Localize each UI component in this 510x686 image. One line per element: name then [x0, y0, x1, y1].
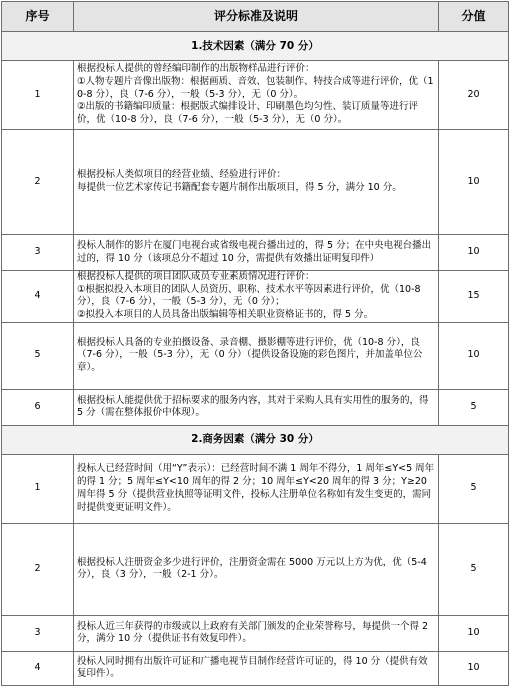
header-score: 分值 — [439, 2, 509, 32]
row-criteria — [74, 235, 439, 271]
row-number: 1 — [2, 61, 74, 130]
criteria-line: 投标人同时拥有出版许可证和广播电视节目制作经营许可证的，得 10 分（提供有效复印件）。 — [77, 655, 428, 680]
row-number: 2 — [2, 523, 74, 615]
criteria-line: ①人物专题片音像出版物：根据画质、音效、包装制作、特技合成等进行评价，优（10-8 分），良（7-6 分），一般（5-3 分），无（0 分）。 — [77, 75, 434, 100]
criteria-line: 根据投标人提供的项目团队成员专业素质情况进行评价： — [77, 271, 315, 282]
criteria-line: ②出版的书籍编印质量：根据版式编排设计、印刷墨色均匀性、装订质量等进行评价，优（10-8 分），良（7-6 分），一般（5-3 分），无（0 分）。 — [77, 101, 419, 126]
row-score: 5 — [439, 389, 509, 425]
table-row — [2, 615, 509, 651]
table-row — [2, 130, 509, 235]
criteria-line: 根据投标人提供的曾经编印制作的出版物样品进行评价： — [77, 63, 315, 75]
row-number: 2 — [2, 130, 74, 235]
table-row — [2, 235, 509, 271]
table-row — [2, 454, 509, 523]
criteria-line: 投标人近三年获得的市级或以上政府有关部门颁发的企业荣誉称号，每提供一个得 2 分，满分 10 分（提供证书有效复印件）。 — [77, 620, 429, 645]
row-score: 10 — [439, 235, 509, 271]
scoring-table — [1, 1, 509, 686]
table-row — [2, 651, 509, 685]
row-score: 5 — [439, 454, 509, 523]
row-criteria — [74, 271, 439, 323]
row-number: 6 — [2, 389, 74, 425]
table-row — [2, 271, 509, 323]
row-criteria — [74, 389, 439, 425]
row-number: 3 — [2, 235, 74, 271]
row-number: 1 — [2, 454, 74, 523]
section-row — [2, 32, 509, 61]
row-criteria — [74, 615, 439, 651]
row-score: 10 — [439, 322, 509, 389]
criteria-line: 根据投标人能提供优于招标要求的服务内容，其对于采购人具有实用性的服务的，得 5 分（需在整体报价中体现）。 — [77, 394, 429, 419]
row-score: 10 — [439, 130, 509, 235]
row-criteria — [74, 61, 439, 130]
criteria-line: 根据投标人具备的专业拍摄设备、录音棚、摄影棚等进行评价，优（10-8 分），良（7-6 分），一般（5-3 分），无（0 分）（提供设备设施的彩色图片，并加盖单位公章）。 — [77, 336, 423, 374]
row-score: 5 — [439, 523, 509, 615]
criteria-line: 根据投标人类似项目的经营业绩、经验进行评价： — [77, 169, 287, 181]
section-title: 2.商务因素（满分 30 分） — [2, 425, 509, 454]
header-no: 序号 — [2, 2, 74, 32]
row-criteria — [74, 454, 439, 523]
criteria-line: 投标人已经营时间（用“Y”表示）：已经营时间不满 1 周年不得分，1 周年≤Y<5 周年的得 1 分；5 周年≤Y<10 周年的得 2 分；10 周年≤Y<20 周年的得 3 分；Y≥20 周年得 5 分（提供营业执照等证明文件，投标人注册单位名称如有发生变更的，需同时提供变更证明文件）。 — [77, 463, 435, 513]
criteria-line: 根据投标人注册资金多少进行评价，注册资金需在 5000 万元以上方为优，优（5-4 分），良（3 分），一般（2-1 分）。 — [77, 556, 427, 581]
criteria-line: 每提供一位艺术家传记书籍配套专题片制作出版项目，得 5 分，满分 10 分。 — [77, 182, 402, 193]
row-number: 5 — [2, 322, 74, 389]
table-row — [2, 389, 509, 425]
section-row — [2, 425, 509, 454]
row-criteria — [74, 523, 439, 615]
criteria-line: ①根据拟投入本项目的团队人员资历、职称、技术水平等因素进行评价，优（10-8 分），良（7-6 分），一般（5-3 分），无（0 分）； — [77, 283, 421, 308]
row-score: 15 — [439, 271, 509, 323]
table-row — [2, 61, 509, 130]
row-score: 20 — [439, 61, 509, 130]
header-row — [2, 2, 509, 32]
criteria-line: 投标人制作的影片在厦门电视台或省级电视台播出过的，得 5 分；在中央电视台播出过的，得 10 分（该项总分不超过 10 分，需提供有效播出证明复印件） — [77, 239, 432, 264]
row-number: 4 — [2, 651, 74, 685]
row-score: 10 — [439, 651, 509, 685]
table-row — [2, 322, 509, 389]
table-row — [2, 523, 509, 615]
row-number: 4 — [2, 271, 74, 323]
row-criteria — [74, 322, 439, 389]
criteria-line: ②拟投入本项目的人员具备出版编辑等相关职业资格证书的，得 5 分。 — [77, 309, 374, 321]
header-criteria: 评分标准及说明 — [74, 2, 439, 32]
section-title: 1.技术因素（满分 70 分） — [2, 32, 509, 61]
row-criteria — [74, 651, 439, 685]
row-criteria — [74, 130, 439, 235]
row-number: 3 — [2, 615, 74, 651]
row-score: 10 — [439, 615, 509, 651]
